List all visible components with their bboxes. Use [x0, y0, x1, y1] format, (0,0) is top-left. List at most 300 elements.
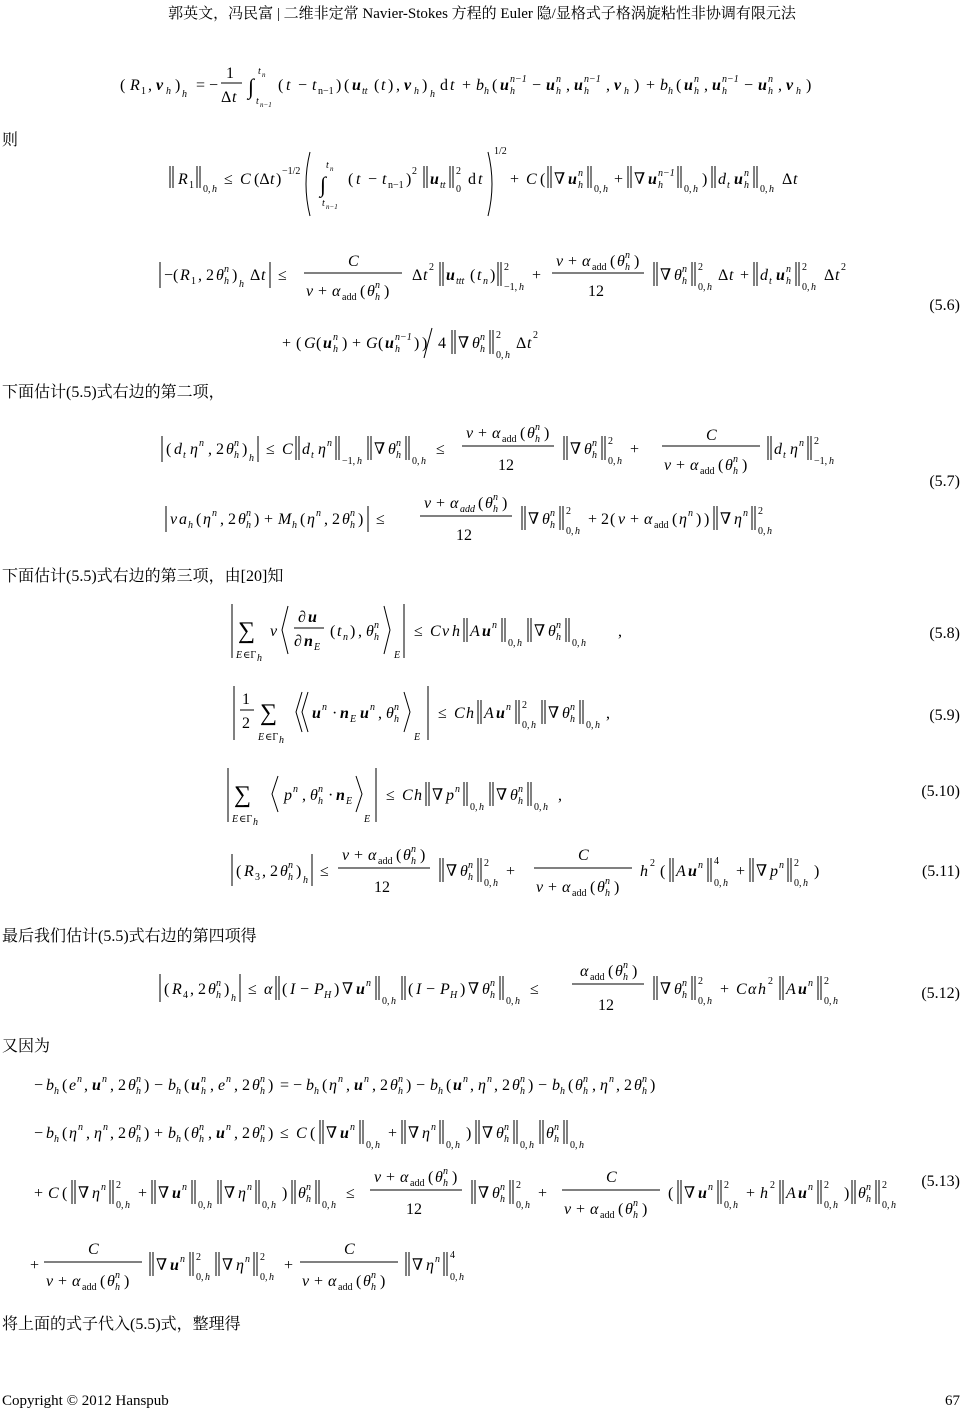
svg-text:add: add [342, 292, 357, 303]
svg-text:θ: θ [298, 1185, 306, 1202]
equation-5-11 [232, 838, 832, 910]
svg-text:2: 2 [456, 166, 461, 177]
svg-text:1: 1 [226, 65, 234, 82]
svg-text:(: ( [322, 1077, 328, 1094]
svg-text:u: u [648, 171, 657, 188]
svg-text:h: h [592, 450, 597, 461]
svg-text:n−1: n−1 [584, 74, 601, 85]
svg-text:η: η [307, 511, 315, 528]
svg-text:(: ( [396, 847, 402, 864]
svg-text:+: + [630, 441, 640, 458]
svg-text:): ) [406, 171, 412, 188]
svg-text:n: n [518, 784, 523, 795]
svg-text:∇: ∇ [660, 267, 672, 284]
svg-text:n: n [336, 787, 345, 804]
svg-text:2: 2 [650, 858, 655, 869]
svg-text:h: h [333, 344, 338, 355]
svg-text:1: 1 [189, 180, 194, 191]
svg-text:C: C [48, 1185, 59, 1202]
svg-text:u: u [446, 267, 455, 284]
svg-text:(: ( [196, 511, 202, 528]
svg-text:C: C [606, 1169, 617, 1186]
svg-text:(: ( [184, 1125, 190, 1142]
svg-text:h: h [723, 878, 728, 889]
svg-text:0: 0 [456, 184, 461, 195]
svg-text:C: C [706, 427, 717, 444]
svg-text:(: ( [62, 1077, 68, 1094]
svg-text:h: h [395, 344, 400, 355]
svg-text:+: + [138, 1185, 148, 1202]
svg-text:add: add [592, 262, 607, 273]
svg-text:∇: ∇ [554, 171, 566, 188]
svg-text:n: n [78, 1122, 83, 1133]
svg-text:+: + [740, 267, 750, 284]
svg-text:A: A [786, 1185, 796, 1202]
svg-text:n: n [786, 264, 791, 275]
svg-text:n: n [570, 702, 575, 713]
svg-text:(: ( [610, 511, 616, 528]
svg-text:h: h [493, 878, 498, 889]
paragraph-substitute: 将上面的式子代入(5.5)式，整理得 [2, 1316, 241, 1333]
svg-text:0,: 0, [714, 878, 722, 889]
svg-text:n: n [682, 264, 687, 275]
svg-text:h: h [452, 623, 460, 640]
svg-text:n: n [101, 1182, 106, 1193]
svg-text:t: t [322, 198, 325, 209]
svg-text:n: n [260, 1122, 265, 1133]
svg-text:h: h [515, 996, 520, 1007]
svg-text:): ) [268, 1125, 274, 1142]
svg-text:d: d [718, 171, 726, 188]
svg-text:+: + [614, 171, 624, 188]
svg-text:b: b [306, 1077, 314, 1094]
svg-text:≤: ≤ [346, 1185, 355, 1202]
svg-text:h: h [414, 787, 422, 804]
svg-text:h: h [624, 86, 629, 97]
svg-text:): ) [634, 253, 640, 270]
svg-text:add: add [410, 1178, 425, 1189]
svg-text:(: ( [608, 963, 614, 980]
svg-text:C: C [344, 1241, 355, 1258]
svg-text:+: + [154, 1125, 164, 1142]
svg-text:h: h [517, 638, 522, 649]
svg-text:M: M [278, 511, 292, 528]
svg-text:h: h [556, 632, 561, 643]
svg-text:u: u [323, 335, 332, 352]
svg-text:+: + [58, 1273, 68, 1290]
svg-text:n: n [226, 1074, 231, 1085]
svg-text:α: α [72, 1273, 81, 1290]
svg-text:0,: 0, [824, 996, 832, 1007]
svg-text:): ) [702, 171, 708, 188]
svg-text:α: α [644, 511, 653, 528]
svg-text:h: h [796, 86, 801, 97]
svg-text:, 2: , 2 [110, 1125, 126, 1142]
svg-text:·: · [328, 787, 334, 804]
svg-text:b: b [46, 1125, 54, 1142]
equation-5-6-line-2 [160, 242, 860, 312]
svg-text:η: η [790, 441, 798, 458]
svg-text:θ: θ [548, 623, 556, 640]
svg-text:t: t [727, 180, 730, 191]
svg-text:h: h [176, 1086, 181, 1097]
svg-text:2: 2 [824, 1180, 829, 1191]
svg-text:h: h [484, 86, 489, 97]
svg-text:h: h [430, 89, 435, 100]
svg-text:θ: θ [366, 623, 374, 640]
svg-text:): ) [124, 1273, 130, 1290]
svg-text:): ) [614, 879, 620, 896]
svg-text:η: η [422, 1125, 430, 1142]
svg-text:): ) [384, 283, 390, 300]
svg-text:α: α [582, 253, 591, 270]
svg-text:θ: θ [191, 1125, 199, 1142]
svg-text:n: n [866, 1182, 871, 1193]
svg-text:n: n [102, 1074, 107, 1085]
svg-text:h: h [396, 450, 401, 461]
equation-5-6-line-1 [170, 140, 830, 220]
svg-text:h: h [560, 1086, 565, 1097]
svg-text:2: 2 [724, 1180, 729, 1191]
svg-text:h: h [554, 1134, 559, 1145]
svg-text:(: ( [610, 253, 616, 270]
svg-text:2: 2 [698, 262, 703, 273]
svg-text:+: + [630, 511, 640, 528]
svg-text:+: + [354, 847, 364, 864]
svg-text:u: u [798, 981, 807, 998]
svg-text:(: ( [676, 77, 682, 94]
svg-text:0,: 0, [698, 282, 706, 293]
svg-text:n−1: n−1 [388, 180, 404, 191]
svg-text:(: ( [446, 1077, 452, 1094]
svg-text:u: u [430, 171, 439, 188]
svg-text:1/2: 1/2 [494, 146, 507, 157]
svg-text:h: h [271, 1200, 276, 1211]
svg-text:,: , [358, 623, 362, 640]
svg-text:0,: 0, [594, 184, 602, 195]
svg-text:0,: 0, [802, 282, 810, 293]
svg-text:∫: ∫ [320, 172, 327, 197]
svg-text:∇: ∇ [446, 863, 458, 880]
svg-text:h: h [115, 1282, 120, 1293]
svg-text:Δ: Δ [718, 267, 729, 284]
svg-text:u: u [92, 1077, 101, 1094]
svg-text:h: h [125, 1200, 130, 1211]
svg-text:h: h [493, 504, 498, 515]
svg-text:t: t [258, 66, 261, 77]
svg-text:∂: ∂ [298, 609, 306, 626]
svg-text:,: , [618, 623, 622, 640]
svg-text:): ) [544, 425, 550, 442]
svg-text:≤: ≤ [414, 623, 423, 640]
svg-text:): ) [242, 441, 248, 458]
svg-text:η: η [69, 1125, 77, 1142]
svg-text:E: E [236, 650, 243, 661]
svg-text:(: ( [236, 863, 242, 880]
svg-text:h: h [694, 86, 699, 97]
svg-text:, 2: , 2 [234, 1077, 250, 1094]
svg-text:+: + [646, 77, 656, 94]
svg-text:d: d [774, 441, 782, 458]
svg-text:h: h [833, 1200, 838, 1211]
svg-text:θ: θ [252, 1125, 260, 1142]
svg-text:): ) [742, 457, 748, 474]
svg-text:h: h [468, 872, 473, 883]
svg-text:ν: ν [536, 879, 544, 896]
svg-text:h: h [668, 86, 673, 97]
svg-text:h: h [466, 705, 474, 722]
svg-text:−: − [34, 1077, 44, 1094]
svg-text:C: C [578, 847, 589, 864]
svg-text:n−1: n−1 [260, 101, 272, 109]
svg-text:b: b [430, 1077, 438, 1094]
svg-text:h: h [216, 990, 221, 1001]
svg-text:): ) [502, 495, 508, 512]
svg-text:u: u [360, 705, 369, 722]
svg-text:E: E [232, 814, 239, 825]
svg-text:,: , [84, 1077, 88, 1094]
svg-text:2: 2 [242, 715, 250, 732]
svg-text:n: n [455, 784, 460, 795]
svg-text:ν: ν [170, 511, 178, 528]
svg-text:, 2: , 2 [198, 267, 214, 284]
equation-5-9 [234, 678, 654, 750]
svg-text:≤: ≤ [248, 981, 257, 998]
svg-text:,: , [606, 705, 610, 722]
svg-text:u: u [500, 77, 509, 94]
svg-text:∇: ∇ [570, 441, 582, 458]
svg-text:h: h [535, 434, 540, 445]
svg-text:h: h [693, 184, 698, 195]
svg-text:R: R [178, 171, 188, 188]
svg-text:(: ( [590, 879, 596, 896]
svg-text:n: n [554, 1122, 559, 1133]
svg-text:4: 4 [714, 856, 719, 867]
svg-text:n: n [799, 438, 804, 449]
svg-text:(: ( [672, 511, 678, 528]
svg-text:(: ( [428, 1169, 434, 1186]
svg-text:C: C [240, 171, 251, 188]
svg-text:,: , [778, 77, 782, 94]
svg-text:add: add [600, 1210, 615, 1221]
svg-text:u: u [574, 77, 583, 94]
svg-text:): ) [334, 981, 340, 998]
svg-text:θ: θ [280, 863, 288, 880]
svg-text:+: + [720, 981, 730, 998]
svg-text:u: u [216, 1125, 225, 1142]
svg-text:n: n [535, 422, 540, 433]
svg-text:(Δ: (Δ [254, 171, 270, 188]
svg-text:(: ( [660, 863, 666, 880]
svg-text:t: t [450, 77, 455, 94]
svg-text:∇: ∇ [224, 1185, 236, 1202]
svg-text:θ: θ [208, 981, 216, 998]
svg-text:d: d [760, 267, 768, 284]
svg-text:θ: θ [252, 1077, 260, 1094]
svg-text:t: t [769, 276, 772, 287]
svg-text:t: t [477, 267, 482, 284]
svg-text:): ) [696, 511, 702, 528]
svg-text:C: C [402, 787, 413, 804]
svg-text:n: n [226, 1122, 231, 1133]
svg-text:h: h [279, 735, 284, 746]
svg-text:e: e [69, 1077, 77, 1094]
svg-text:∇: ∇ [432, 787, 444, 804]
svg-text:h: h [603, 184, 608, 195]
svg-text:h: h [371, 1282, 376, 1293]
svg-text:): ) [144, 1125, 150, 1142]
svg-text:∇: ∇ [548, 705, 560, 722]
svg-text:h: h [866, 1194, 871, 1205]
svg-text:h: h [767, 526, 772, 537]
svg-text:+: + [548, 879, 558, 896]
svg-text:12: 12 [588, 283, 604, 300]
equation-5-13-line-1 [34, 1064, 754, 1110]
svg-text:H: H [324, 990, 332, 1001]
svg-text:b: b [46, 1077, 54, 1094]
svg-text:(: ( [520, 425, 526, 442]
svg-text:+: + [462, 77, 472, 94]
svg-text:p: p [284, 787, 292, 804]
svg-text:θ: θ [674, 267, 682, 284]
footer-copyright: Copyright © 2012 Hanspub [2, 1393, 169, 1409]
svg-text:θ: θ [107, 1273, 115, 1290]
svg-text:0,: 0, [572, 638, 580, 649]
svg-text:,: , [302, 787, 306, 804]
svg-text:n: n [327, 438, 332, 449]
svg-text:(: ( [310, 1125, 316, 1142]
svg-text:h: h [201, 1086, 206, 1097]
svg-text:(: ( [282, 981, 288, 998]
svg-text:E: E [364, 814, 371, 825]
svg-text:n: n [743, 508, 748, 519]
svg-text:∇: ∇ [684, 1185, 696, 1202]
svg-text:h: h [205, 1272, 210, 1283]
svg-text:≤: ≤ [280, 1125, 289, 1142]
equation-5-7-line-2 [166, 486, 826, 556]
equation-5-13-line-2 [34, 1112, 734, 1158]
svg-text:(: ( [478, 495, 484, 512]
svg-text:0,: 0, [760, 184, 768, 195]
svg-text:2: 2 [516, 1180, 521, 1191]
svg-text:h: h [260, 1134, 265, 1145]
svg-text:h: h [625, 262, 630, 273]
svg-text:h: h [292, 520, 297, 531]
svg-text:p: p [446, 787, 454, 804]
svg-text:∇: ∇ [496, 787, 508, 804]
svg-text:·: · [332, 705, 338, 722]
svg-text:h: h [640, 863, 648, 880]
svg-text:E: E [394, 650, 401, 661]
svg-text:ν: ν [270, 623, 278, 640]
svg-text:v: v [404, 77, 412, 94]
svg-text:t: t [527, 335, 532, 352]
svg-text:n: n [350, 508, 355, 519]
svg-text:∇: ∇ [534, 623, 546, 640]
svg-text:h: h [579, 1140, 584, 1151]
svg-text:h: h [166, 86, 171, 97]
svg-text:3: 3 [255, 872, 260, 883]
svg-text:+: + [736, 863, 746, 880]
svg-text:n: n [304, 633, 313, 650]
svg-text:h: h [318, 796, 323, 807]
svg-text:h: h [543, 802, 548, 813]
svg-text:C: C [296, 1125, 307, 1142]
svg-text:n: n [708, 1182, 713, 1193]
svg-text:): ) [632, 963, 638, 980]
svg-text:0,: 0, [698, 996, 706, 1007]
svg-text:h: h [391, 996, 396, 1007]
svg-text:h: h [314, 1086, 319, 1097]
svg-text:R: R [244, 863, 254, 880]
svg-text:2: 2 [116, 1180, 121, 1191]
svg-text:η: η [203, 511, 211, 528]
svg-text:h: h [375, 292, 380, 303]
svg-text:h: h [490, 990, 495, 1001]
svg-text:0,: 0, [446, 1140, 454, 1151]
svg-text:h: h [578, 180, 583, 191]
svg-text:): ) [452, 1169, 458, 1186]
svg-text:): ) [144, 1077, 150, 1094]
svg-text:0,: 0, [412, 456, 420, 467]
svg-text:0,: 0, [882, 1200, 890, 1211]
svg-text:∑: ∑ [238, 618, 256, 644]
svg-text:θ: θ [485, 495, 493, 512]
svg-text:u: u [758, 77, 767, 94]
svg-text:): ) [276, 171, 282, 188]
svg-text:θ: θ [435, 1169, 443, 1186]
svg-text:0,: 0, [586, 720, 594, 731]
svg-text:tt: tt [362, 86, 368, 97]
svg-text:θ: θ [460, 863, 468, 880]
svg-text:h: h [269, 1272, 274, 1283]
svg-text:,: , [592, 1077, 596, 1094]
svg-text:u: u [568, 171, 577, 188]
svg-text:α: α [690, 457, 699, 474]
svg-text:h: h [188, 520, 193, 531]
svg-text:h: h [500, 1194, 505, 1205]
svg-text:v: v [614, 77, 622, 94]
svg-text:t: t [286, 77, 291, 94]
svg-text:h: h [224, 276, 229, 287]
equation-5-13-line-3 [34, 1160, 896, 1230]
svg-text:∑: ∑ [260, 700, 278, 726]
svg-text:0,: 0, [684, 184, 692, 195]
equation-r1-definition [120, 60, 840, 110]
svg-text:h: h [207, 1200, 212, 1211]
equation-number-5-9: (5.9) [929, 707, 960, 724]
svg-text:2: 2 [824, 976, 829, 987]
svg-text:h: h [249, 453, 254, 464]
svg-text:−1,: −1, [814, 456, 828, 467]
svg-text:+: + [314, 1273, 324, 1290]
svg-text:,: , [378, 705, 382, 722]
svg-text:C: C [454, 705, 465, 722]
svg-text:): ) [414, 335, 420, 352]
svg-text:n: n [550, 508, 555, 519]
equation-number-5-6: (5.6) [929, 297, 960, 314]
svg-text:C: C [88, 1241, 99, 1258]
svg-text:d: d [468, 171, 476, 188]
svg-text:n: n [500, 1182, 505, 1193]
svg-text:C: C [430, 623, 441, 640]
svg-text:u: u [734, 171, 743, 188]
svg-text:n: n [350, 1122, 355, 1133]
svg-text:h: h [518, 796, 523, 807]
equation-5-7-line-1 [162, 418, 862, 488]
svg-text:n: n [262, 71, 266, 79]
svg-text:+: + [478, 425, 488, 442]
